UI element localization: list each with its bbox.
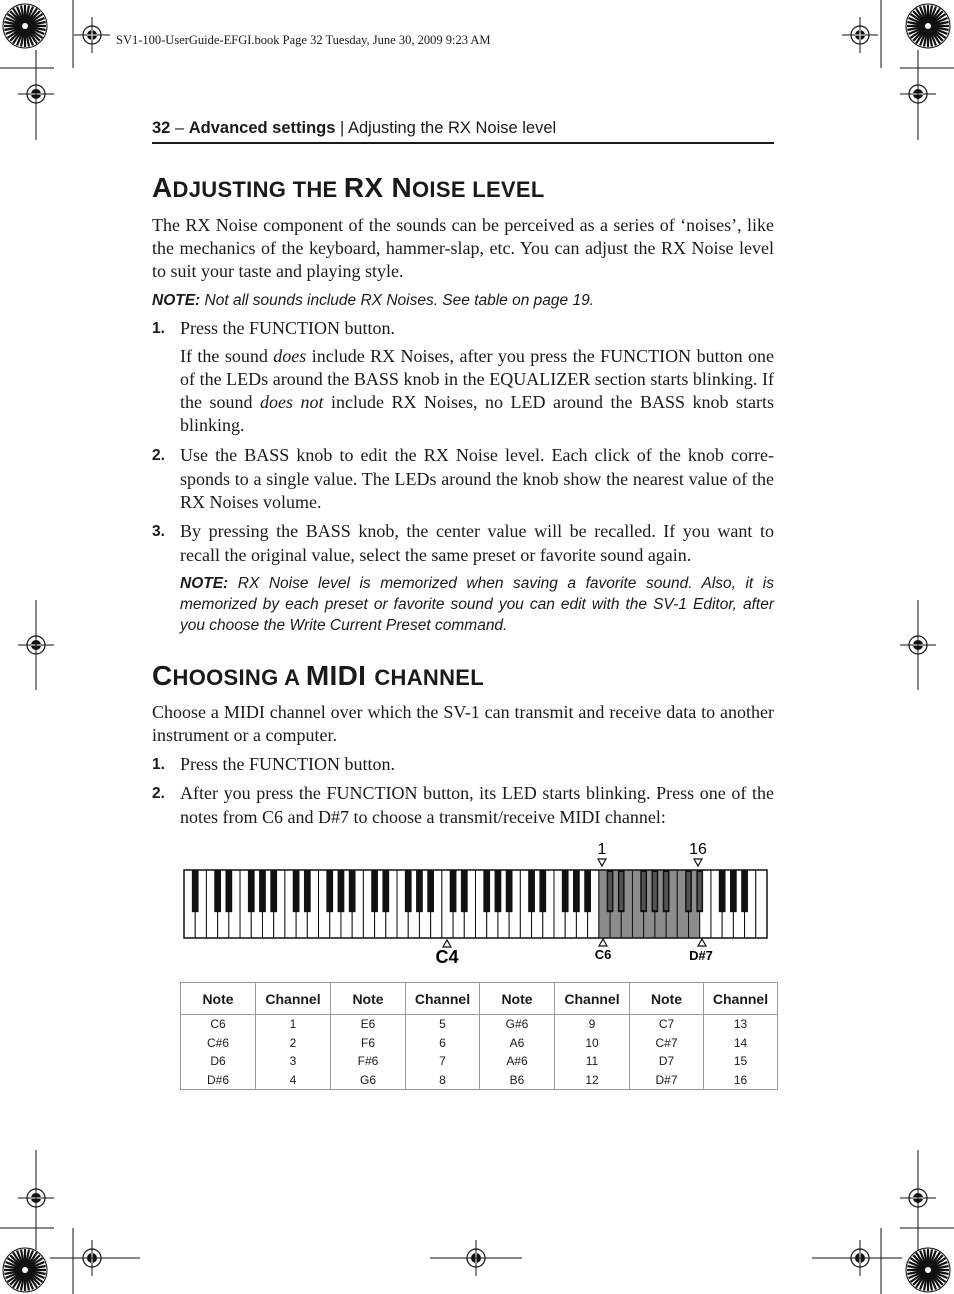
black-key (562, 870, 569, 912)
c6-label: C6 (594, 947, 612, 962)
table-cell: 10 (555, 1034, 630, 1053)
black-key (371, 870, 378, 912)
black-key (730, 870, 737, 912)
table-cell: 7 (406, 1052, 480, 1071)
d7-marker (698, 939, 706, 946)
black-key (214, 870, 221, 912)
black-key (293, 870, 300, 912)
table-row (181, 1052, 778, 1071)
black-key (416, 870, 423, 912)
running-header (152, 119, 556, 138)
header-separator: – (170, 119, 189, 137)
table-cell: 14 (704, 1034, 778, 1053)
table-cell: 3 (256, 1052, 331, 1071)
table-row (181, 1034, 778, 1053)
d7-label: D#7 (689, 948, 713, 963)
table-cell: D6 (181, 1052, 256, 1071)
table-cell: C#6 (181, 1034, 256, 1053)
table-cell: B6 (480, 1071, 555, 1090)
table-cell: 1 (256, 1015, 331, 1034)
channel-16-marker (694, 859, 702, 866)
table-cell: D#6 (181, 1071, 256, 1090)
black-key-highlight (698, 872, 702, 910)
table-cell: 11 (555, 1052, 630, 1071)
black-key-highlight (642, 872, 646, 910)
black-key (270, 870, 277, 912)
print-slug: SV1-100-UserGuide-EFGI.book Page 32 Tuesday, June 30, 2009 9:23 AM (116, 33, 491, 47)
c6-marker (599, 939, 607, 946)
black-key (584, 870, 591, 912)
black-key (427, 870, 434, 912)
table-cell: 15 (704, 1052, 778, 1071)
table-cell: A#6 (480, 1052, 555, 1071)
table-header: Note (331, 983, 406, 1015)
black-key (573, 870, 580, 912)
table-cell: 16 (704, 1071, 778, 1090)
white-key (756, 870, 767, 938)
table-cell: C6 (181, 1015, 256, 1034)
black-key (338, 870, 345, 912)
black-key (304, 870, 311, 912)
note-sounds: NOTE: Not all sounds include RX Noises. See table on page 19. (152, 292, 594, 309)
black-key (741, 870, 748, 912)
channel-1-label: 1 (597, 841, 607, 858)
black-key (248, 870, 255, 912)
black-key (225, 870, 232, 912)
table-cell: 6 (406, 1034, 480, 1053)
table-header: Channel (555, 983, 630, 1015)
table-cell: 12 (555, 1071, 630, 1090)
table-cell: 8 (406, 1071, 480, 1090)
table-cell: G#6 (480, 1015, 555, 1034)
header-rule (152, 142, 774, 144)
black-key (192, 870, 199, 912)
table-cell: E6 (331, 1015, 406, 1034)
black-key (719, 870, 726, 912)
midi-intro: Choose a MIDI channel over which the SV-1 can transmit and receive data to another instrument or a computer. (152, 702, 774, 745)
channel-1-marker (598, 859, 606, 866)
header-divider: | (335, 119, 348, 137)
chapter-title: Advanced settings (188, 119, 336, 137)
black-key (259, 870, 266, 912)
table-cell: 5 (406, 1015, 480, 1034)
black-key-highlight (653, 872, 657, 910)
table-cell: 13 (704, 1015, 778, 1034)
black-key (506, 870, 513, 912)
midi-channel-table (180, 982, 778, 1090)
rx-noise-intro: The RX Noise component of the sounds can be perceived as a series of ‘noises’, like the mechanics of the keyboard, hammer-slap, etc. You can adjust the RX Noise level to suit your taste and playing style. (152, 215, 774, 281)
black-key (483, 870, 490, 912)
black-key-highlight (687, 872, 691, 910)
table-cell: A6 (480, 1034, 555, 1053)
table-cell: F6 (331, 1034, 406, 1053)
black-key (326, 870, 333, 912)
note-memorized: NOTE: RX Noise level is memorized when saving a favorite sound. Also, it is memorized by each preset or favorite sound you can edit with the SV-1 Editor, after you choose the Write Current Preset command. (180, 575, 774, 634)
black-key (349, 870, 356, 912)
table-header: Channel (704, 983, 778, 1015)
black-key (528, 870, 535, 912)
table-row (181, 1015, 778, 1034)
black-key-highlight (619, 872, 623, 910)
table-header: Note (480, 983, 555, 1015)
section-title: Adjusting the RX Noise level (347, 119, 557, 137)
table-cell: F#6 (331, 1052, 406, 1071)
table-header: Channel (406, 983, 480, 1015)
channel-16-label: 16 (689, 841, 707, 858)
rx-step-1-detail: If the sound does include RX Noises, after you press the FUNCTION button one of the LEDs around the BASS knob in the EQUALIZER section starts blinking. If the sound does not include RX Noises, no LED around the BASS knob starts blinking. (180, 346, 775, 435)
table-cell: C7 (630, 1015, 704, 1034)
table-cell: 4 (256, 1071, 331, 1090)
table-header: Channel (256, 983, 331, 1015)
table-cell: D7 (630, 1052, 704, 1071)
c4-marker (443, 940, 451, 947)
black-key (461, 870, 468, 912)
heading-rx-noise: ADJUSTING THE RX NOISE LEVEL (152, 172, 545, 203)
table-cell: C#7 (630, 1034, 704, 1053)
table-header-row (181, 983, 778, 1015)
keyboard-diagram (0, 838, 954, 968)
page-number: 32 (152, 119, 171, 137)
black-key (382, 870, 389, 912)
table-cell: 9 (555, 1015, 630, 1034)
black-key (405, 870, 412, 912)
table-row (181, 1071, 778, 1090)
table-cell: D#7 (630, 1071, 704, 1090)
table-cell: 2 (256, 1034, 331, 1053)
table-cell: G6 (331, 1071, 406, 1090)
heading-midi-channel: CHOOSING A MIDI CHANNEL (152, 660, 484, 691)
c4-label: C4 (435, 947, 459, 967)
black-key (450, 870, 457, 912)
black-key-highlight (664, 872, 668, 910)
black-key (539, 870, 546, 912)
table-header: Note (181, 983, 256, 1015)
black-key-highlight (608, 872, 612, 910)
black-key (495, 870, 502, 912)
table-header: Note (630, 983, 704, 1015)
